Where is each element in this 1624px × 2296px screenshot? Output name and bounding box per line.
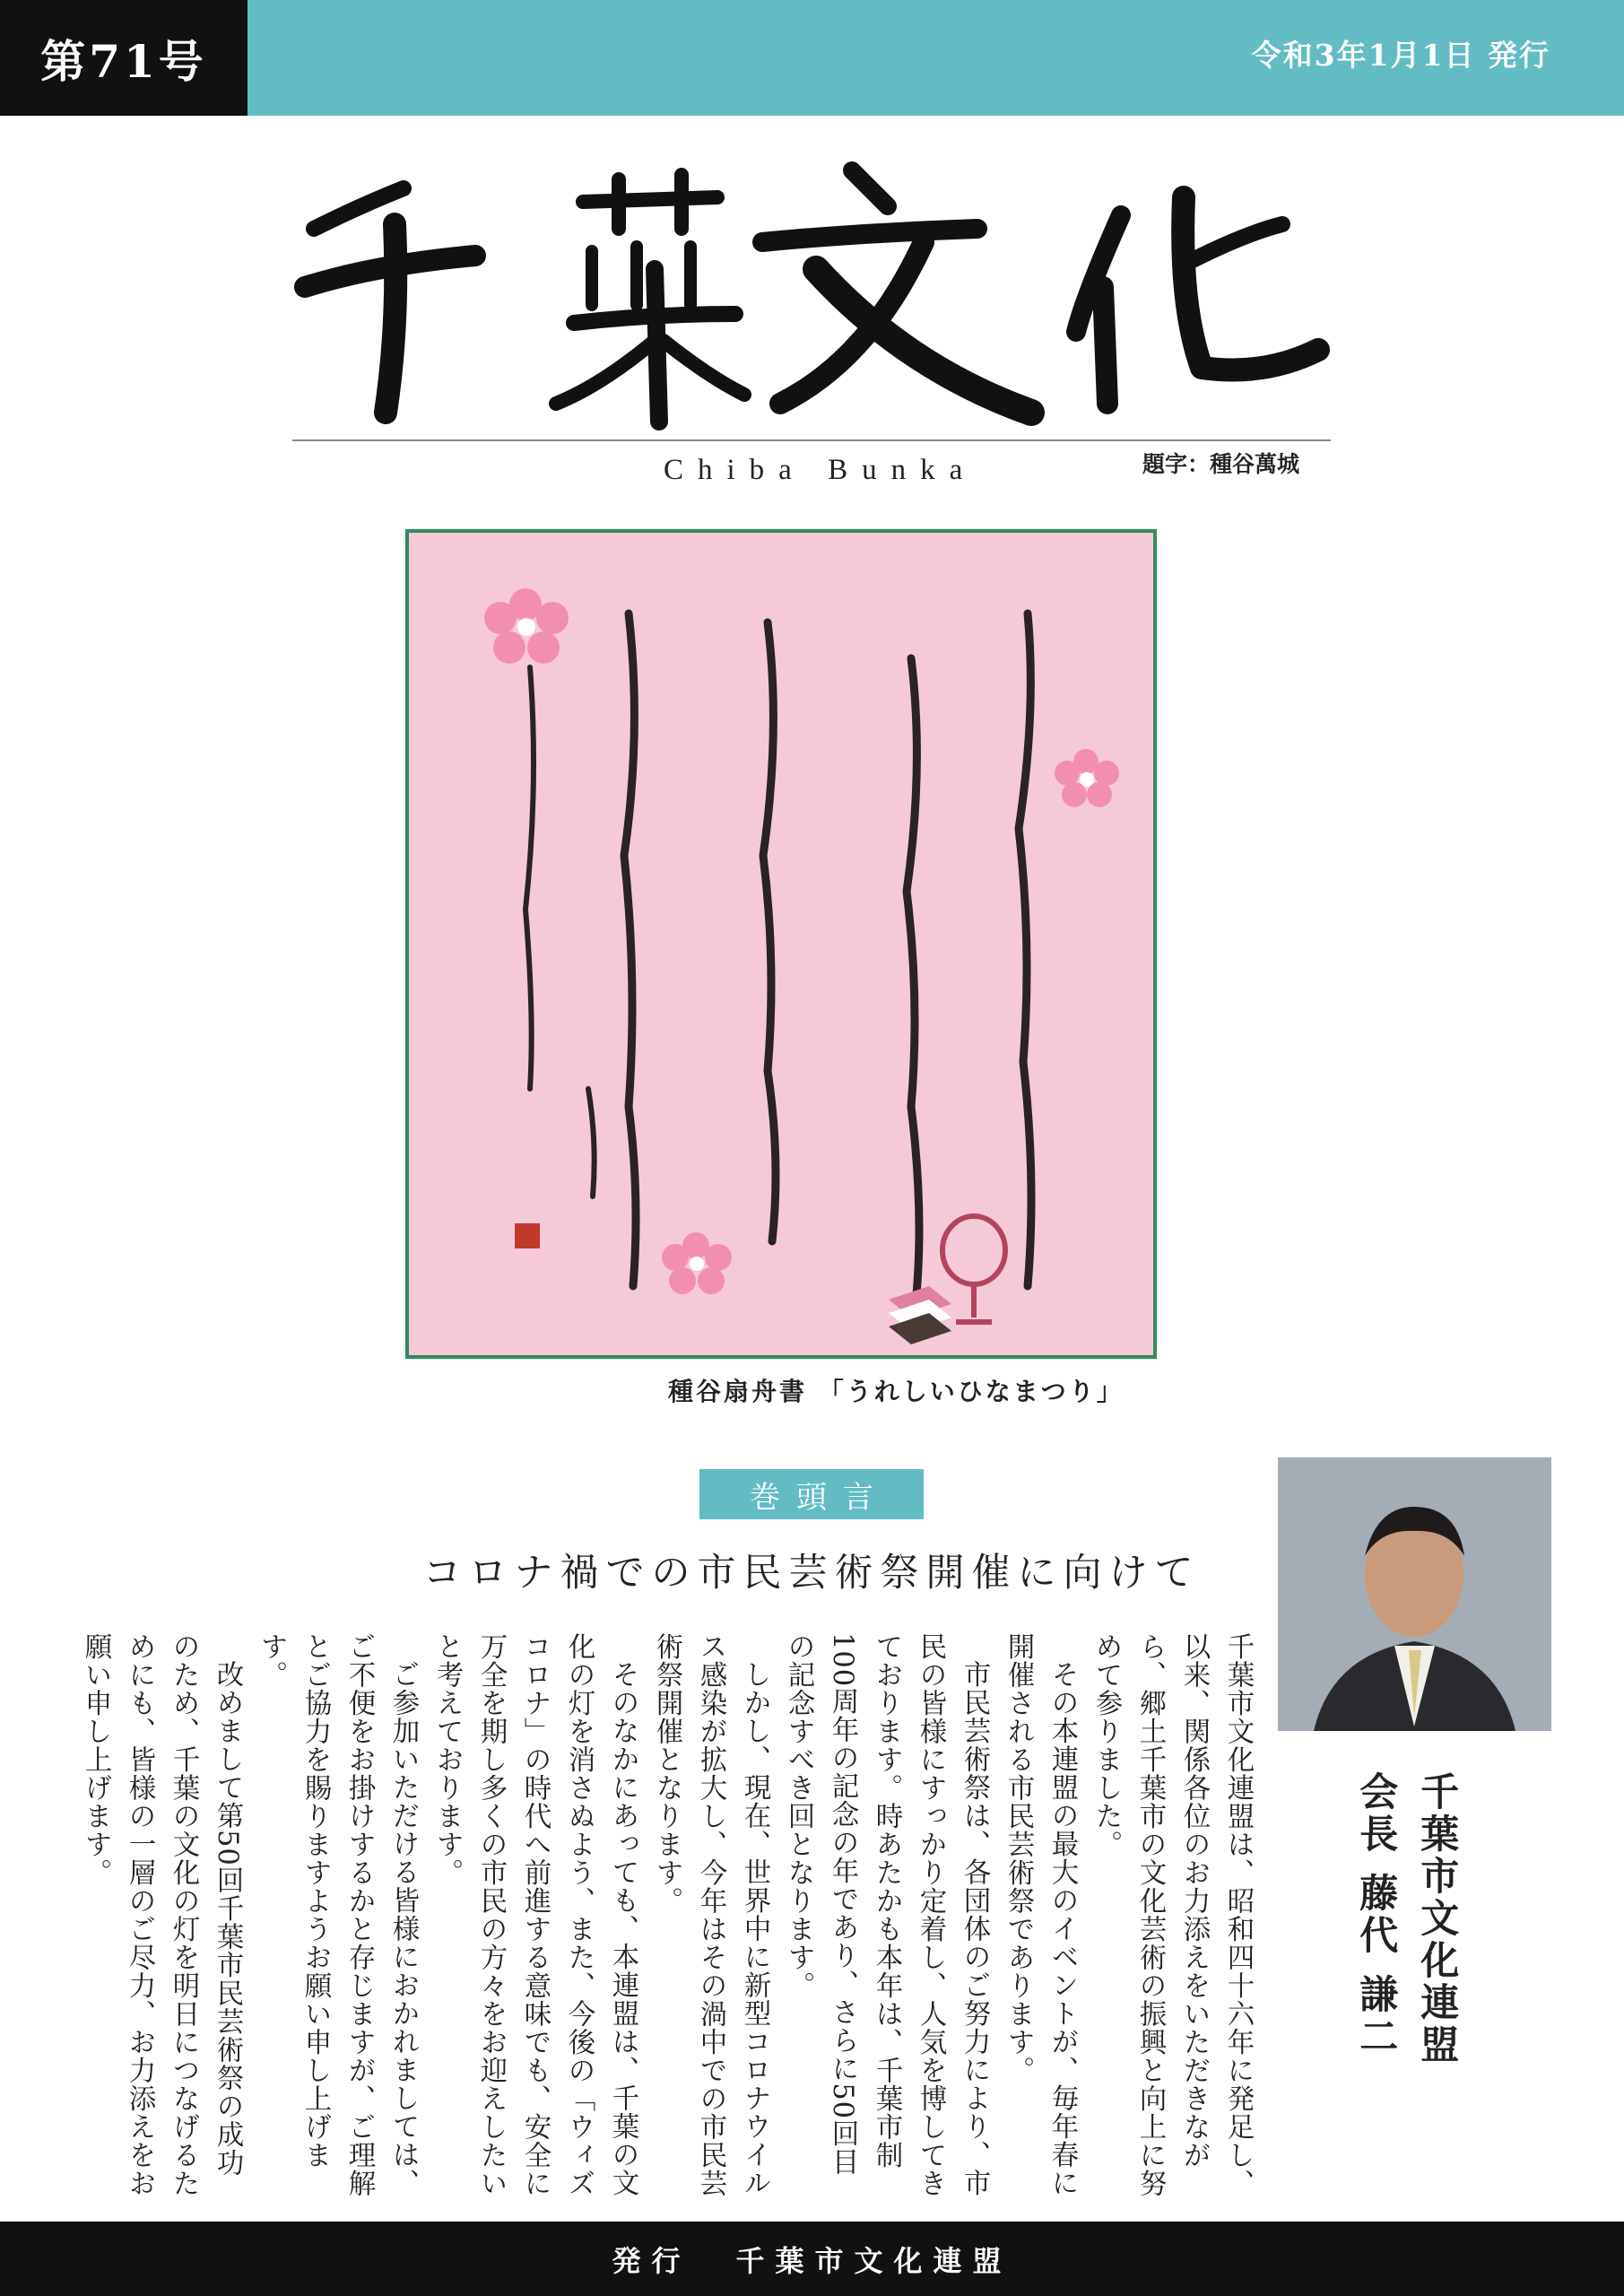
author-organization: 千葉市文化連盟 <box>1414 1771 1460 2066</box>
masthead-calligraphy-logo <box>296 161 1336 430</box>
masthead-rule <box>292 439 1331 441</box>
title-credit: 題字：種谷萬城 <box>1142 451 1300 477</box>
author-name: 会長 藤代 謙二 <box>1353 1771 1399 2058</box>
footer-label: 発行 <box>612 2243 691 2278</box>
preface-paragraph: その本連盟の最大のイベントが、毎年春に開催される市民芸術祭であります。 <box>1003 1632 1078 2196</box>
hinamatsuri-artwork <box>405 529 1157 1359</box>
preface-paragraph: しかし、現在、世界中に新型コロナウイルス感染が拡大し、今年はその渦中での市民芸術祭開催となります。 <box>651 1632 770 2197</box>
preface-body <box>80 1632 1260 2197</box>
preface-paragraph: 市民芸術祭は、各団体のご努力により、市民の皆様にすっかり定着し、人気を博してきております。時あたかも本年は、千葉市制100周年の記念の年であり、さらに50回目の記念すべき回となります。 <box>783 1632 990 2197</box>
preface-paragraph: そのなかにあっても、本連盟は、千葉の文化の灯を消さぬよう、また、今後の「ウィズコロナ」の時代へ前進する意味でも、安全に万全を期し多くの市民の方々をお迎えしたいと考えております。 <box>431 1632 638 2197</box>
footer-publisher: 千葉市文化連盟 <box>735 2243 1012 2278</box>
footer-bar <box>0 2222 1624 2296</box>
preface-paragraph: 改めまして第50回千葉市民芸術祭の成功のため、千葉の文化の灯を明日につなげるためにも、皆様の一層のご尽力、お力添えをお願い申し上げます。 <box>80 1632 243 2197</box>
issue-date: 令和3年1月1日 発行 <box>1251 38 1550 73</box>
preface-label: 巻頭言 <box>699 1469 924 1519</box>
preface-paragraph: ご参加いただける皆様におかれましては、ご不便をお掛けするかと存じますが、ご理解とご協力を賜りますようお願い申し上げます。 <box>256 1632 419 2197</box>
issue-number: 第71号 <box>0 0 248 116</box>
artwork-caption: 種谷扇舟書 「うれしいひなまつり」 <box>668 1377 1125 1406</box>
masthead-romaji: Chiba Bunka <box>664 454 977 486</box>
preface-paragraph: 千葉市文化連盟は、昭和四十六年に発足し、以来、関係各位のお力添えをいただきながら、郷土千葉市の文化芸術の振興と向上に努めて参りました。 <box>1090 1632 1254 2197</box>
author-portrait <box>1278 1457 1551 1731</box>
preface-headline: コロナ禍での市民芸術祭開催に向けて <box>422 1551 1201 1596</box>
